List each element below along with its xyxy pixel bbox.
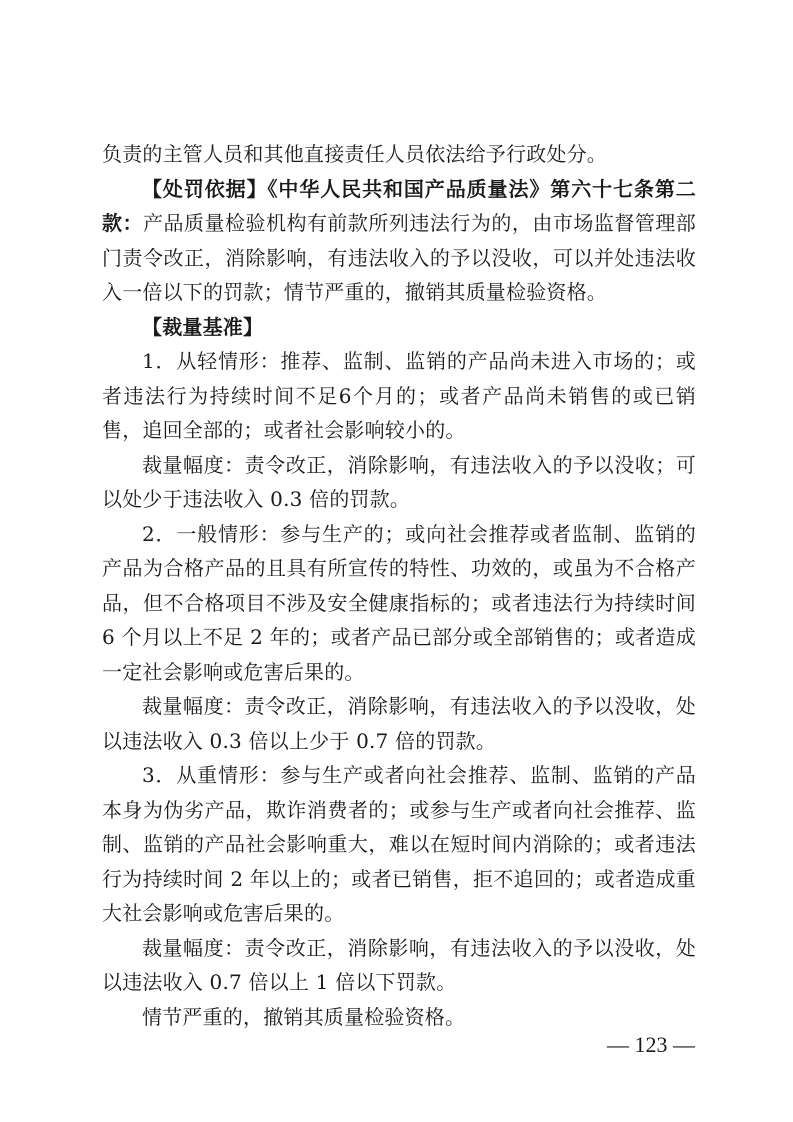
paragraph-serious-circumstance: 情节严重的，撤销其质量检验资格。	[142, 1004, 466, 1029]
paragraph-general-range: 裁量幅度：责令改正，消除影响，有违法收入的予以没收，处以违法收入 0.3 倍以上少于 0.7 倍的罚款。	[102, 694, 696, 753]
page-number: — 123 —	[607, 1032, 695, 1057]
paragraph-penalty-basis	[102, 172, 696, 310]
paragraph-general-case: 2．一般情形：参与生产的；或向社会推荐或者监制、监销的产品为合格产品的且具有所宣传的特性、功效的，或虽为不合格产品，但不合格项目不涉及安全健康指标的；或者违法行为持续时间 6 个月以上不足 2 年的；或者产品已部分或全部销售的；或者造成一定社会影响或危害后果的。	[102, 521, 696, 684]
paragraph-lenient-range: 裁量幅度：责令改正，消除影响，有违法收入的予以没收；可以处少于违法收入 0.3 倍的罚款。	[102, 452, 696, 511]
discretion-standard-heading: 【裁量基准】	[142, 314, 264, 339]
paragraph-severe-case: 3．从重情形：参与生产或者向社会推荐、监制、监销的产品本身为伪劣产品，欺诈消费者的；或参与生产或者向社会推荐、监制、监销的产品社会影响重大，难以在短时间内消除的；或者违法行为持续时间 2 年以上的；或者已销售，拒不追回的；或者造成重大社会影响或危害后果的。	[102, 763, 696, 925]
paragraph-lenient-case: 1．从轻情形：推荐、监制、监销的产品尚未进入市场的；或者违法行为持续时间不足6个月的；或者产品尚未销售的或已销售，追回全部的；或者社会影响较小的。	[102, 349, 696, 442]
paragraph-continuation: 负责的主管人员和其他直接责任人员依法给予行政处分。	[102, 142, 607, 166]
penalty-basis-heading: 【处罚依据】《中华人民共和国产品质量法》第六十七条第二款：	[102, 176, 696, 235]
document-body	[102, 137, 696, 1034]
penalty-basis-text: 产品质量检验机构有前款所列违法行为的，由市场监督管理部门责令改正，消除影响，有违法收入的予以没收，可以并处违法收入一倍以下的罚款；情节严重的，撤销其质量检验资格。	[102, 211, 697, 304]
paragraph-severe-range: 裁量幅度：责令改正，消除影响，有违法收入的予以没收，处以违法收入 0.7 倍以上 1 倍以下罚款。	[102, 935, 696, 994]
